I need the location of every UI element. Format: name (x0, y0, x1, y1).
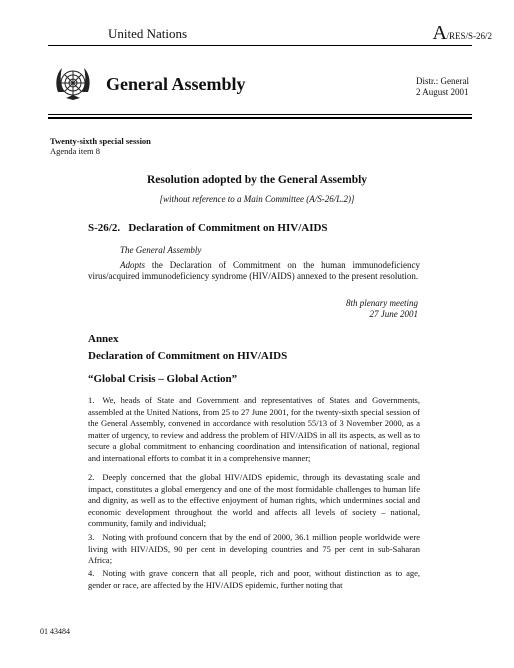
document-number: 01 43484 (40, 627, 70, 636)
adopts-text: the Declaration of Commitment on the human immunodeficiency virus/acquired immunodeficiency syndrome (HIV/AIDS) annexed to the present resolution. (88, 260, 420, 281)
document-symbol (433, 22, 492, 45)
paragraph-number: 3. (88, 532, 95, 542)
paragraph-number: 1. (88, 395, 95, 405)
paragraph-text: Noting with profound concern that by the end of 2000, 36.1 million people worldwide were living with HIV/AIDS, 90 per cent in developing countries and 75 per cent in sub-Saharan Africa; (88, 532, 420, 566)
paragraph-2 (88, 472, 420, 530)
paragraph-text: We, heads of State and Government and representatives of States and Governments, assembled at the United Nations, from 25 to 27 June 2001, for the twenty-sixth special session of the General Assembly, convened in accordance with resolution 55/13 of 3 November 2000, as a matter of urgency, to review and address the problem of HIV/AIDS in all its aspects, as well as to secure a global commitment to enhancing coordination and intensification of national, regional and international efforts to combat it in a comprehensive manner; (88, 395, 420, 463)
paragraph-text: Deeply concerned that the global HIV/AIDS epidemic, through its devastating scale and impact, constitutes a global emergency and one of the most formidable challenges to human life and dignity, as well as to the effective enjoyment of human rights, which undermines social and economic development throughout the world and affects all levels of society – national, community, family and individual; (88, 472, 420, 529)
symbol-prefix: A (432, 22, 447, 44)
operative-paragraph (88, 260, 420, 282)
resolution-number-title: S-26/2. Declaration of Commitment on HIV/AIDS (88, 222, 328, 234)
paragraph-number: 4. (88, 568, 95, 578)
header-rule-bottom (48, 117, 472, 119)
resolution-reference: [without reference to a Main Committee (A/S-26/L.2)] (159, 194, 355, 204)
distribution-block (416, 76, 469, 98)
paragraph-text: Noting with grave concern that all people, rich and poor, without distinction as to age, gender or race, are affected by the HIV/AIDS epidemic, further noting that (88, 568, 420, 590)
meeting-date: 27 June 2001 (369, 309, 418, 319)
header-rule-top (48, 45, 472, 46)
paragraph-1 (88, 395, 420, 465)
distribution: Distr.: General (416, 76, 469, 86)
adopts-word: Adopts (120, 260, 146, 270)
annex-label: Annex (88, 333, 119, 345)
session-info (50, 136, 151, 156)
paragraph-4 (88, 568, 420, 591)
issue-date: 2 August 2001 (416, 87, 469, 97)
paragraph-number: 2. (88, 472, 95, 482)
session-title: Twenty-sixth special session (50, 136, 151, 146)
resolution-heading: Resolution adopted by the General Assembly (146, 174, 368, 186)
symbol-rest: /RES/S-26/2 (446, 31, 492, 41)
header-rule-mid (48, 114, 472, 115)
meeting-name: 8th plenary meeting (346, 298, 418, 308)
body-name: General Assembly (106, 74, 246, 94)
un-emblem-icon (52, 62, 94, 104)
annex-subtitle: “Global Crisis – Global Action” (88, 373, 238, 385)
organization-name: United Nations (108, 26, 188, 41)
agenda-item: Agenda item 8 (50, 146, 101, 156)
plenary-meeting (346, 298, 418, 320)
paragraph-3 (88, 532, 420, 567)
annex-title: Declaration of Commitment on HIV/AIDS (88, 350, 288, 362)
preamble: The General Assembly (120, 245, 202, 255)
